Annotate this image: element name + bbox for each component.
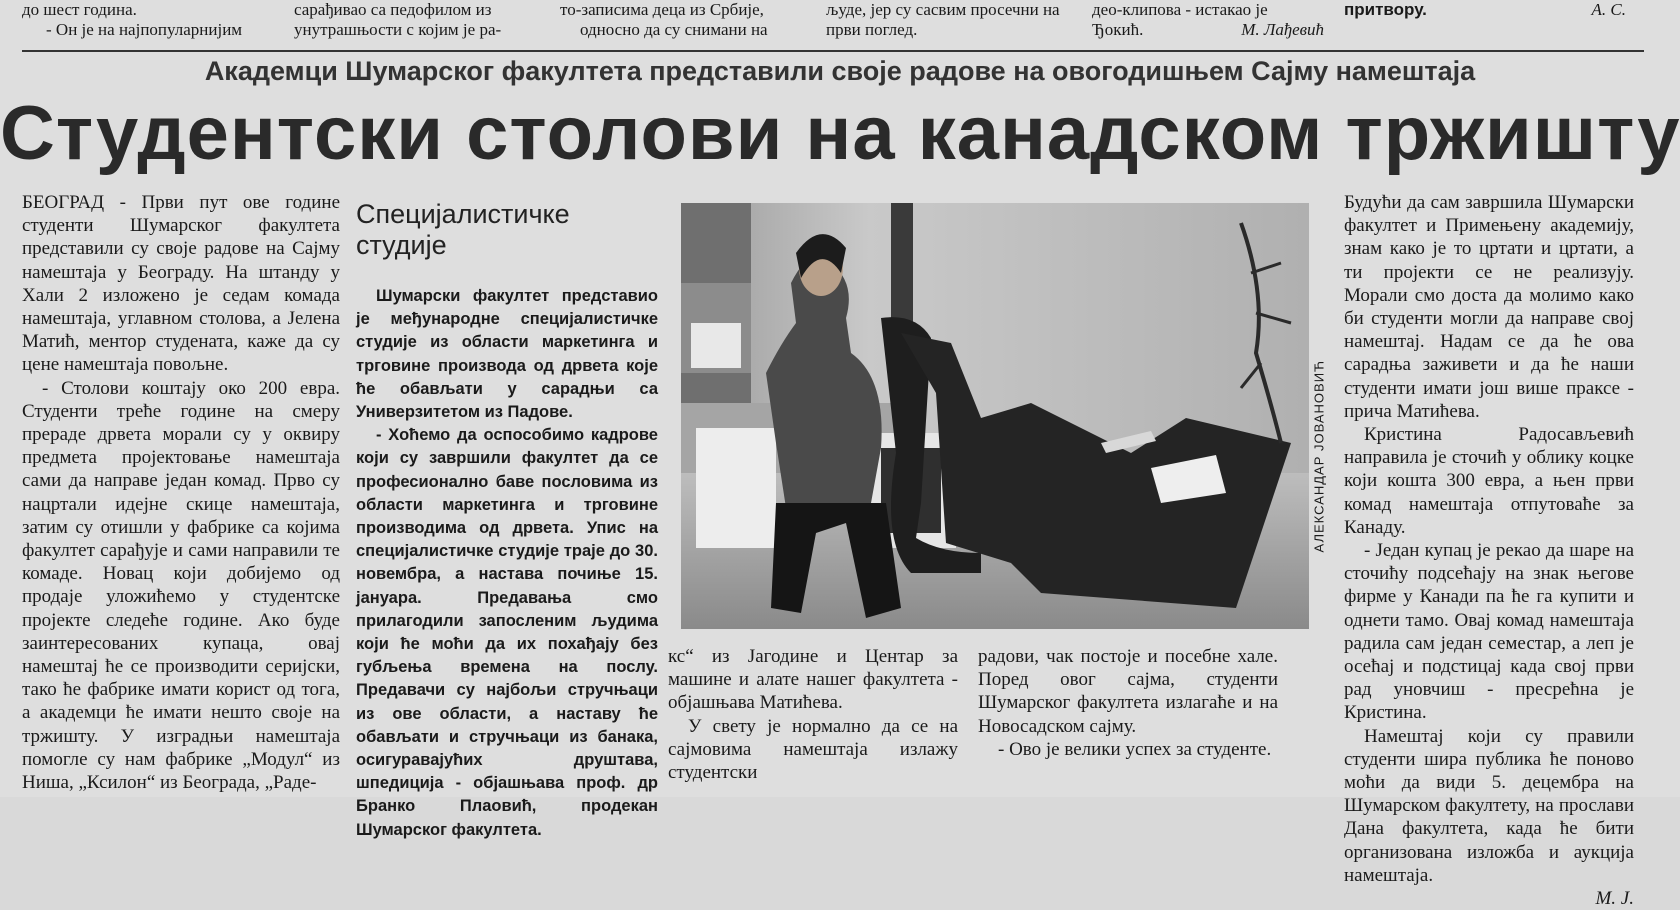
author-signature: А. С.	[1591, 0, 1626, 19]
article-column-4	[978, 645, 1278, 761]
article-kicker: Академци Шумарског факултета представили своје радове на овогодишњем Сајму намештаја	[204, 56, 1476, 86]
top-column-5	[1092, 0, 1324, 40]
paragraph: - Ово је велики успех за студенте.	[998, 738, 1272, 760]
photo-illustration	[681, 203, 1309, 629]
author-signature: М. Лађевић	[1241, 20, 1324, 39]
paragraph: Намештај који су правили студенти шира публика ће поново моћи да види 5. децембра на Шумарском факултету, на прослави Дана факултета, када ће бити организована изложба и аукција намештаја.	[1344, 725, 1634, 886]
photo-credit	[1309, 200, 1327, 560]
text-fragment: притвору.	[1344, 0, 1427, 19]
top-column-6	[1344, 0, 1634, 20]
text-fragment: Ђокић.	[1092, 20, 1144, 39]
paragraph: БЕОГРАД - Први пут ове године студенти Шумарског факултета представили су своје радове на Сајму намештаја у Београду. На штанду у Хали 2 изложено је седам комада намештаја, углавном столова, а Јелена Матић, ментор студената, каже да су цене намештаја повољне.	[22, 192, 340, 376]
sidebar-subhead: Специјалистичке студије	[356, 199, 570, 260]
paragraph: кс“ из Јагодине и Центар за машине и алате нашег факултета - објашњава Матићева.	[668, 646, 958, 714]
author-signature: М. Ј.	[1595, 888, 1634, 910]
text-line: - Он је на најпопуларнијим	[46, 20, 243, 39]
text-line: до шест година.	[22, 0, 137, 19]
top-column-2	[294, 0, 534, 40]
paragraph: - Столови коштају око 200 евра. Студенти треће године на смеру прераде дрвета морали су у оквиру предмета пројектовање намештаја сами да направе један комад. Прво су нацртали идејне скице намештаја, затим су отишли у фабрике са којима факултет сарађује и сами направили те комаде. Новац који добијемо од продаје уложићемо у студентске пројекте следеће године. Ако буде заинтересованих купаца, овај намештај ће се производити серијски, тако ће фабрике имати корист од тога, а академци ће имати нешто своје на тржишту. У изградњи намештаја помогле су нам фабрике „Модул“ из Ниша, „Ксилон“ из Београда, „Раде-	[22, 377, 340, 794]
article-photo	[681, 203, 1309, 629]
paragraph: - Један купац је рекао да шаре на сточићу подсећају на знак његове фирме у Канади па ће га купити и однети тамо. Овај комад намештаја радила сам један семестар, а леп је осећај и подстицај када свој први рад уновчиш - пресрећна је Кристина.	[1344, 540, 1634, 724]
paragraph: Шумарски факултет представио је међународне специјалистичке студије из области маркетинга и трговине производа од дрвета које ће обављати у сарадњи са Универзитетом из Падове.	[356, 287, 658, 422]
top-column-4	[826, 0, 1076, 40]
paragraph: радови, чак постоје и посебне хале. Поред овог сајма, студенти Шумарског факултета излагаће и на Новосадском сајму.	[978, 646, 1278, 737]
article-column-3	[668, 645, 958, 784]
top-column-1	[22, 0, 282, 40]
text-line: људе, јер су сасвим просечни на	[826, 0, 1060, 19]
text-line: сарађивао са педофилом из	[294, 0, 492, 19]
photo-credit-text: АЛЕКСАНДАР ЈОВАНОВИЋ	[1311, 359, 1327, 553]
text-line: односно да су снимани на	[580, 20, 768, 39]
text-line	[1092, 20, 1324, 40]
paragraph: - Хоћемо да оспособимо кадрове који су завршили факултет да се професионално баве пословима из области маркетинга и трговине производима од дрвета. Упис на специјалистичке студије траје до 30. новембра, а настава почиње 15. јануара. Предавања смо прилагодили запосленим људима који ће моћи да их похађају без губљења времена на послу. Предавачи су најбољи стручњаци из ове области, а наставу ће обављати и стручњаци из банака, осигуравајућих друштава, шпедиција - објашњава проф. др Бранко Плаовић, продекан Шумарског факултета.	[356, 426, 658, 839]
text-line: део-клипова - истакао је	[1092, 0, 1268, 19]
sidebar-body	[356, 285, 658, 842]
text-line: унутрашњости с којим је ра-	[294, 20, 502, 39]
paragraph: Будући да сам завршила Шумарски факултет и Примењену академију, знам како је то цртати и цртати, а ти пројекти се не реализују. Морали смо доста да молимо како би студенти могли да направе свој намештај. Надам се да ће ова сарадња заживети и да ће наши студенти имати још више праксе - прича Матићева.	[1344, 192, 1634, 422]
article-headline: Студентски столови на канадском тржишту	[0, 91, 1680, 176]
paragraph: У свету је нормално да се на сајмовима намештаја излажу студентски	[668, 715, 958, 784]
sidebar-box	[356, 191, 658, 842]
previous-article-tail	[0, 0, 1680, 44]
top-column-3	[560, 0, 800, 40]
article-column-1	[22, 191, 340, 794]
text-line: то-записима деца из Србије,	[560, 0, 764, 19]
text-line: први поглед.	[826, 20, 918, 39]
signature-line	[1344, 887, 1634, 910]
paragraph: Кристина Радосављевић направила је сточић у облику коцке који кошта 300 евра, а њен први комад намештаја отпутоваће за Канаду.	[1344, 424, 1634, 538]
article-column-5	[1344, 191, 1634, 910]
text-line	[1344, 0, 1634, 20]
divider-rule	[22, 50, 1644, 52]
